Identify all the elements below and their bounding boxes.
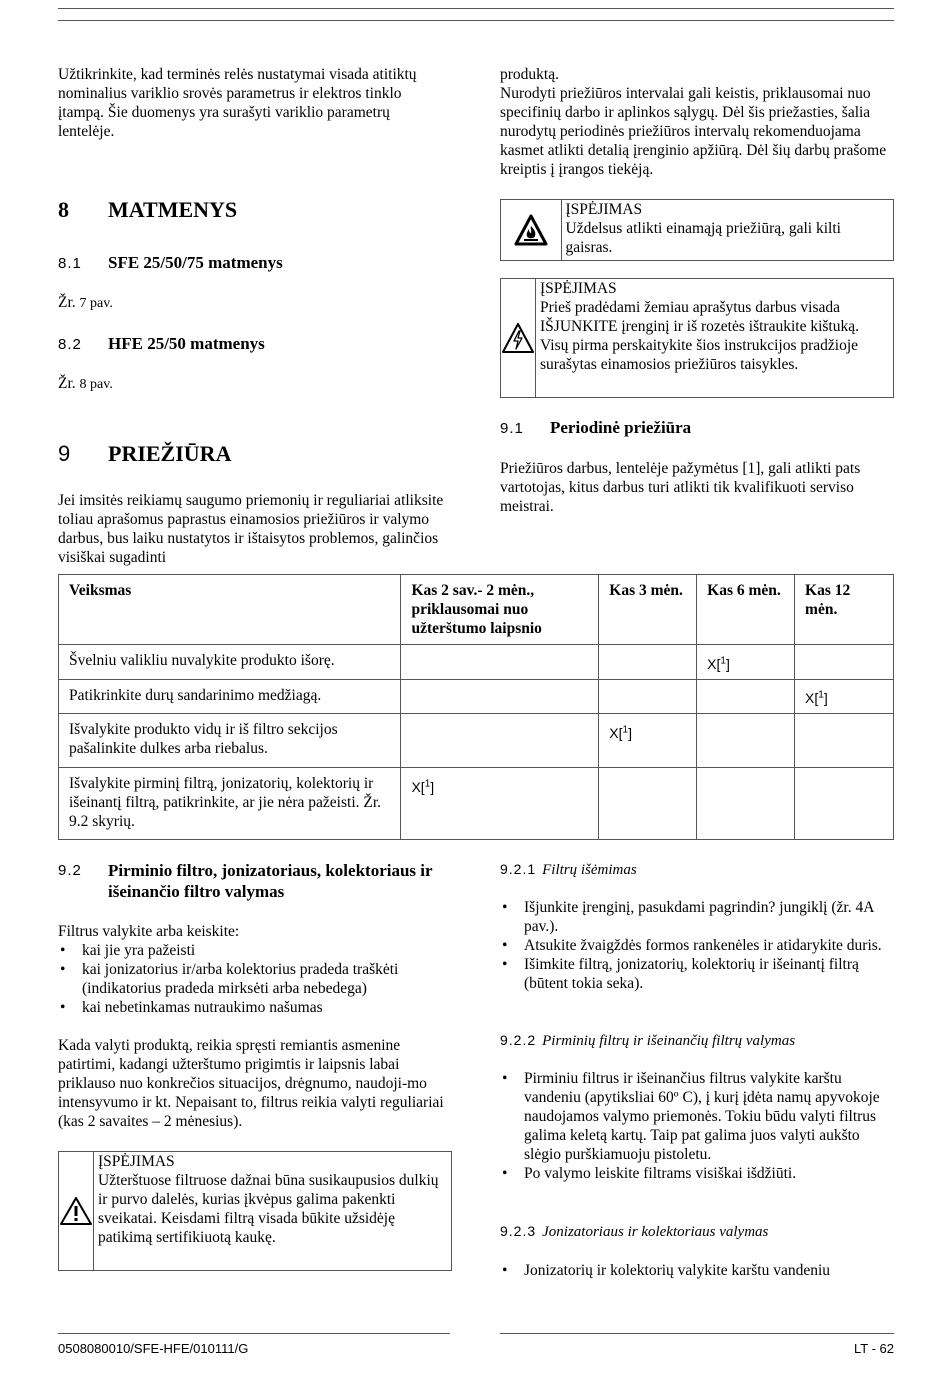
footer-doc-code: 0508080010/SFE-HFE/010111/G — [58, 1341, 249, 1356]
header-rule-top — [58, 8, 894, 9]
section-number: 9 — [58, 441, 71, 466]
footer-page-number: LT - 62 — [854, 1341, 894, 1356]
table-header-row — [59, 575, 894, 645]
warning-box-fire — [500, 199, 894, 261]
section-number: 9.2.2 — [500, 1032, 537, 1048]
section-title: Pirminių filtrų ir išeinančių filtrų valymas — [542, 1033, 796, 1049]
user-task-mark: X[$^1$] — [609, 724, 632, 741]
section-9-2-content — [58, 922, 453, 1131]
list-item: • Jonizatorių ir kolektorių valykite karštu vandeniu — [500, 1261, 894, 1280]
list-item: • Atsukite žvaigždės formos rankenėles ir atidarykite duris. — [500, 936, 894, 955]
interval-cell — [697, 714, 795, 768]
interval-cell — [795, 679, 894, 714]
electric-shock-warning-icon — [501, 279, 536, 397]
warning-text: Užterštuose filtruose dažnai būna susikaupusios dulkių ir purvo dalelės, kurias įkvėpus galima pakenkti sveikatai. Keisdami filtrą visada būkite užsidėję patikimą sertifikiuotą kaukę. — [98, 1172, 439, 1246]
section-number: 8.1 — [58, 255, 82, 272]
section-8-1-heading — [58, 252, 283, 274]
interval-cell — [599, 679, 697, 714]
section-number: 9.2.1 — [500, 861, 537, 877]
header-6m: Kas 6 mėn. — [697, 575, 795, 645]
section-title: MATMENYS — [108, 197, 238, 222]
interval-cell — [795, 645, 894, 680]
section-title: SFE 25/50/75 matmenys — [108, 253, 283, 272]
interval-cell — [401, 645, 599, 680]
section-9-2-heading — [58, 860, 453, 902]
section-title: Periodinė priežiūra — [550, 418, 692, 437]
interval-cell — [599, 714, 697, 768]
section-number: 8.2 — [58, 336, 82, 353]
warning-title: ĮSPĖJIMAS — [540, 280, 617, 297]
filter-cleaning-steps — [500, 1069, 894, 1183]
section-title: Jonizatoriaus ir kolektoriaus valymas — [542, 1224, 769, 1240]
ref-prefix: Žr. — [58, 375, 76, 392]
interval-cell — [697, 679, 795, 714]
intro-paragraph: Užtikrinkite, kad terminės relės nustatymai visada atitiktų nominalius variklio srovės parametrus ir elektros tinklo įtampą. Šie duomenys yra surašyti variklio parametrų lentelėje. — [58, 66, 417, 140]
action-cell: Išvalykite pirminį filtrą, jonizatorių, kolektorių ir išeinantį filtrą, patikrinkite, ar jie nėra pažeisti. Žr. 9.2 skyrių. — [59, 768, 401, 840]
figure-reference-7 — [58, 293, 113, 313]
section-9-2-intro: Filtrus valykite arba keiskite: — [58, 923, 240, 940]
footer-rule-right — [500, 1333, 894, 1334]
header-rule-bottom — [58, 20, 894, 21]
maintenance-schedule-table — [58, 574, 894, 840]
filter-cleaning-conditions-list — [58, 941, 453, 1017]
user-task-mark: X[$^1$] — [805, 689, 828, 707]
section-9-heading — [58, 441, 231, 467]
section-title: HFE 25/50 matmenys — [108, 334, 265, 353]
action-cell: Patikrinkite durų sandarinimo medžiagą. — [59, 679, 401, 714]
list-item: • Po valymo leiskite filtrams visiškai išdžiūti. — [500, 1164, 894, 1183]
table-row — [59, 768, 894, 840]
section-9-2-1-heading — [500, 860, 637, 880]
list-item: • kai nebetinkamas nutraukimo našumas — [58, 998, 453, 1017]
ref-text: 7 pav. — [79, 296, 113, 311]
header-12m: Kas 12 mėn. — [795, 575, 894, 645]
interval-cell — [795, 768, 894, 840]
interval-cell — [795, 714, 894, 768]
table-row — [59, 714, 894, 768]
ref-text: 8 pav. — [79, 377, 113, 392]
table-row — [59, 645, 894, 680]
list-item: • Išjunkite įrenginį, pasukdami pagrindin? jungiklį (žr. 4A pav.). — [500, 898, 894, 936]
section-9-2-3-heading — [500, 1222, 768, 1242]
ref-prefix: Žr. — [58, 294, 76, 311]
list-item: • Išimkite filtrą, jonizatorių, kolektorių ir išeinantį filtrą (būtent tokia seka). — [500, 955, 894, 993]
header-text: Kas 2 sav.- 2 mėn., priklausomai nuo užterštumo laipsnio — [411, 582, 542, 637]
caution-triangle-icon — [59, 1152, 94, 1270]
filter-removal-steps — [500, 898, 894, 993]
table-row — [59, 679, 894, 714]
section-8-heading — [58, 197, 237, 223]
list-item: • Pirminiu filtrus ir išeinančius filtrus valykite karštu vandeniu (apytiksliai 60º C), į kurį įdėta namų apyvokoje naudojamos valymo priemonės. Tokiu būdu valyti filtrus galima keletą kartų. Taip pat galima juos valyti aukšto slėgio purškiamuoju pistoletu. — [500, 1069, 894, 1164]
section-9-1-body: Priežiūros darbus, lentelėje pažymėtus [1], gali atlikti pats vartotojas, kitus darbus turi atlikti tik kvalifikuoti serviso meistrai. — [500, 460, 861, 515]
interval-cell — [401, 714, 599, 768]
section-9-2-2-heading — [500, 1031, 795, 1051]
footer-rule-left — [58, 1333, 450, 1334]
user-task-mark: X[$^1$] — [707, 655, 730, 672]
action-cell: Išvalykite produkto vidų ir iš filtro sekcijos pašalinkite dulkes arba riebalus. — [59, 714, 401, 768]
warning-text: Uždelsus atlikti einamąją priežiūrą, gali kilti gaisras. — [565, 220, 841, 256]
interval-cell — [697, 645, 795, 680]
warning-box-electric — [500, 278, 894, 398]
header-action: Veiksmas — [59, 575, 401, 645]
warning-box-health — [58, 1151, 452, 1271]
ionizer-cleaning-steps — [500, 1261, 894, 1280]
section-number: 9.2.3 — [500, 1223, 537, 1239]
interval-cell — [697, 768, 795, 840]
section-title: Filtrų išėmimas — [542, 862, 637, 878]
right-top-paragraph: produktą. Nurodyti priežiūros intervalai gali keistis, priklausomai nuo specifinių darbo ir aplinkos sąlygų. Dėl šis priežasties, šalia nurodytų periodinės priežiūros intervalų rekomenduojama kasmet atlikti detalią įrenginio apžiūrą. Dėl šių darbų prašome kreiptis į įrangos tiekėją. — [500, 66, 887, 178]
action-cell: Švelniu valikliu nuvalykite produkto išorę. — [59, 645, 401, 680]
figure-reference-8 — [58, 374, 113, 394]
section-number: 9.2 — [58, 862, 82, 879]
section-9-2-body: Kada valyti produktą, reikia spręsti remiantis asmenine patirtimi, kadangi užterštumo prigimtis ir laipsnis labai priklauso nuo konkrečios situacijos, drėgnumo, naudoji-mo intensyvumo ir kt. Nepaisant to, filtrus reikia valyti reguliariai (kas 2 savaites – 2 mėnesius). — [58, 1037, 444, 1130]
section-number: 9.1 — [500, 420, 524, 437]
section-8-2-heading — [58, 333, 265, 355]
user-task-mark: X[$^1$] — [411, 778, 435, 795]
section-title: PRIEŽIŪRA — [108, 441, 232, 466]
interval-cell — [599, 645, 697, 680]
interval-cell — [599, 768, 697, 840]
section-9-1-heading — [500, 417, 691, 439]
list-item: • kai jie yra pažeisti — [58, 941, 453, 960]
section-title: Pirminio filtro, jonizatoriaus, kolektoriaus ir išeinančio filtro valymas — [108, 861, 433, 901]
warning-title: ĮSPĖJIMAS — [98, 1153, 175, 1170]
section-number: 8 — [58, 197, 69, 222]
warning-title: ĮSPĖJIMAS — [565, 201, 643, 218]
warning-text: Prieš pradėdami žemiau aprašytus darbus visada IŠJUNKITE įrenginį ir iš rozetės ištraukite kištuką. Visų pirma perskaitykite šios instrukcijos pradžioje surašytas einamosios priežiūros taisykles. — [540, 299, 859, 373]
list-item: • kai jonizatorius ir/arba kolektorius pradeda traškėti (indikatorius pradeda mirksėti arba nebedega) — [58, 960, 453, 998]
fire-warning-icon — [501, 200, 562, 260]
header-2w-2m — [401, 575, 599, 645]
header-3m: Kas 3 mėn. — [599, 575, 697, 645]
interval-cell — [401, 679, 599, 714]
interval-cell — [401, 768, 599, 840]
section-9-body: Jei imsitės reikiamų saugumo priemonių ir reguliariai atliksite toliau aprašomus paprastus einamosios priežiūros ir valymo darbus, bus laiku nustatytos ir ištaisytos problemos, galinčios visiškai sugadinti — [58, 492, 444, 566]
